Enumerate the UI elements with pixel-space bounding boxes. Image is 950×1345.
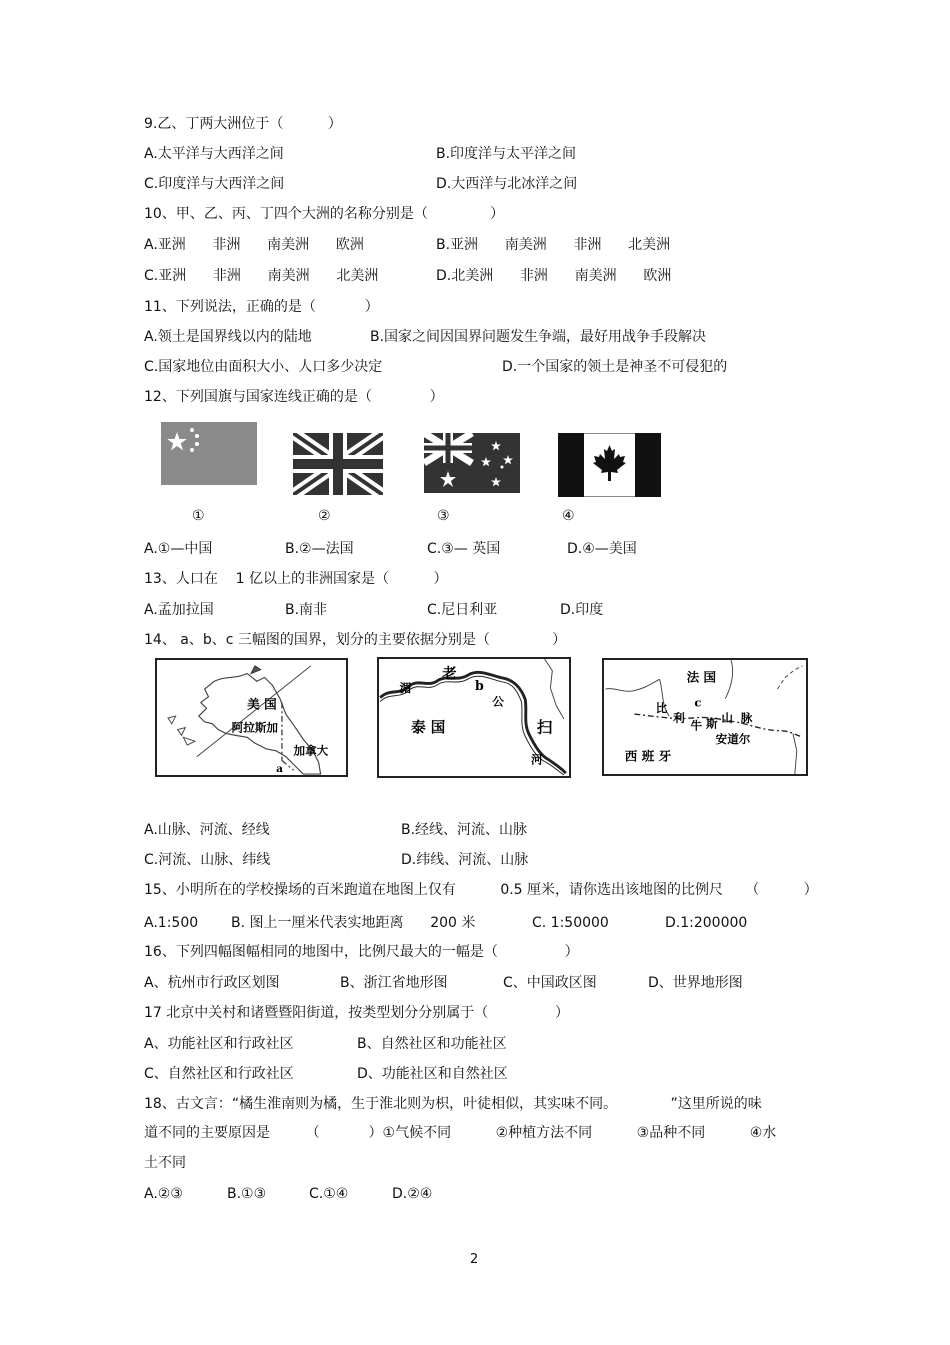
china-flag (161, 422, 257, 485)
map-a-alaska-label: 阿拉斯加 (231, 720, 279, 735)
q13-option-a: A.孟加拉国 (144, 602, 214, 618)
q16-option-a: A、杭州市行政区划图 (144, 975, 280, 991)
q16-option-c: C、中国政区图 (503, 975, 597, 991)
q18-option-c: C.①④ (309, 1186, 349, 1202)
q10-option-d: D.北美洲 非洲 南美洲 欧洲 (436, 268, 672, 284)
q17-option-c: C、自然社区和行政社区 (144, 1066, 294, 1082)
map-c-france-label: 法 国 (686, 669, 717, 685)
map-c-letter: c (694, 695, 702, 710)
map-b-gong-label: 公 (492, 694, 504, 709)
map-b-jian-label: 扫 (536, 717, 553, 737)
map-c-spain-label: 西 班 牙 (624, 748, 672, 764)
q10-option-b: B.亚洲 南美洲 非洲 北美洲 (436, 237, 671, 253)
q11-option-a: A.领土是国界线以内的陆地 (144, 329, 312, 345)
q14-option-a: A.山脉、河流、经线 (144, 822, 270, 838)
q18-line-3: 土不同 (144, 1155, 186, 1171)
q17-stem: 17 北京中关村和诸暨暨阳街道，按类型划分分别属于（ ） (144, 1005, 570, 1021)
q11-option-d: D.一个国家的领土是神圣不可侵犯的 (502, 359, 728, 375)
q15-stem: 15、小明所在的学校操场的百米跑道在地图上仅有 0.5 厘米，请你选出该地图的比例尺 （ ） (144, 882, 818, 898)
q9-option-b: B.印度洋与太平洋之间 (436, 146, 577, 162)
map-c-mai-label: 脉 (740, 710, 753, 725)
canada-flag (558, 433, 661, 497)
q15-option-b: B. 图上一厘米代表实地距离 200 米 (231, 915, 476, 931)
flag-label-4: ④ (562, 508, 575, 524)
flag-label-2: ② (318, 508, 331, 524)
map-a-alaska (155, 658, 348, 777)
uk-flag (293, 433, 383, 495)
q14-stem: 14、 a、b、c 三幅图的国界，划分的主要依据分别是（ ） (144, 632, 567, 648)
q17-option-d: D、功能社区和自然社区 (357, 1066, 508, 1082)
q18-option-d: D.②④ (392, 1186, 433, 1202)
q15-option-d: D.1:200000 (665, 915, 748, 931)
q16-option-d: D、世界地形图 (648, 975, 743, 991)
q12-option-a: A.①—中国 (144, 541, 213, 557)
map-b-thailand (377, 657, 571, 778)
q9-stem: 9.乙、丁两大洲位于（ ） (144, 116, 342, 132)
q13-stem: 13、人口在 1 亿以上的非洲国家是（ ） (144, 571, 448, 587)
q18-line-2: 道不同的主要原因是 （ ）①气候不同 ②种植方法不同 ③品种不同 ④水 (144, 1125, 777, 1141)
q15-option-c: C. 1:50000 (532, 915, 609, 931)
q10-option-a: A.亚洲 非洲 南美洲 欧洲 (144, 237, 364, 253)
q10-option-c: C.亚洲 非洲 南美洲 北美洲 (144, 268, 379, 284)
q17-option-b: B、自然社区和功能社区 (357, 1036, 507, 1052)
q16-option-b: B、浙江省地形图 (340, 975, 448, 991)
map-a-letter: a (276, 762, 284, 776)
map-b-lao-label: 老 (442, 665, 457, 683)
q16-stem: 16、下列四幅图幅相同的地图中，比例尺最大的一幅是（ ） (144, 944, 579, 960)
q12-stem: 12、下列国旗与国家连线正确的是（ ） (144, 389, 444, 405)
q17-option-a: A、功能社区和行政社区 (144, 1036, 294, 1052)
q18-option-b: B.①③ (227, 1186, 267, 1202)
q9-option-a: A.太平洋与大西洋之间 (144, 146, 284, 162)
q18-option-a: A.②③ (144, 1186, 183, 1202)
map-a-canada-label: 加拿大 (293, 743, 329, 758)
q11-stem: 11、下列说法，正确的是（ ） (144, 299, 379, 315)
map-c-andorra-label: 安道尔 (715, 732, 751, 747)
map-c-bi-label: 比 (655, 701, 668, 716)
map-b-thailand-label: 泰 国 (411, 719, 446, 737)
map-c-niu-label: 牛 (690, 718, 703, 733)
map-b-he-label: 河 (531, 752, 543, 767)
q15-option-a: A.1:500 (144, 915, 199, 931)
q9-option-c: C.印度洋与大西洋之间 (144, 176, 285, 192)
q11-option-b: B.国家之间因国界问题发生争端，最好用战争手段解决 (370, 329, 707, 345)
map-c-li-label: 利 (673, 710, 685, 725)
q14-option-c: C.河流、山脉、纬线 (144, 852, 271, 868)
map-c-shan-label: 山 (721, 710, 734, 725)
q14-option-d: D.纬线、河流、山脉 (401, 852, 529, 868)
q12-option-b: B.②—法国 (285, 541, 354, 557)
map-b-letter: b (474, 677, 484, 693)
map-c-france-spain (602, 658, 808, 776)
map-c-si-label: 斯 (705, 716, 718, 731)
flag-label-3: ③ (437, 508, 450, 524)
q13-option-c: C.尼日利亚 (427, 602, 498, 618)
map-b-mei-label: 湄 (399, 680, 412, 695)
flag-label-1: ① (192, 508, 205, 524)
q14-option-b: B.经线、河流、山脉 (401, 822, 528, 838)
q11-option-c: C.国家地位由面积大小、人口多少决定 (144, 359, 383, 375)
q18-line-1: 18、古文言：“橘生淮南则为橘，生于淮北则为枳，叶徒相似，其实味不同。 ”这里所说的味 (144, 1096, 762, 1112)
australia-flag (424, 433, 520, 493)
q12-option-d: D.④—美国 (567, 541, 637, 557)
q9-option-d: D.大西洋与北冰洋之间 (436, 176, 578, 192)
map-a-usa-label: 美 国 (247, 696, 277, 712)
q13-option-d: D.印度 (560, 602, 604, 618)
q12-option-c: C.③— 英国 (427, 541, 501, 557)
q10-stem: 10、甲、乙、丙、丁四个大洲的名称分别是（ ） (144, 206, 505, 222)
q13-option-b: B.南非 (285, 602, 328, 618)
page-number: 2 (470, 1252, 479, 1267)
